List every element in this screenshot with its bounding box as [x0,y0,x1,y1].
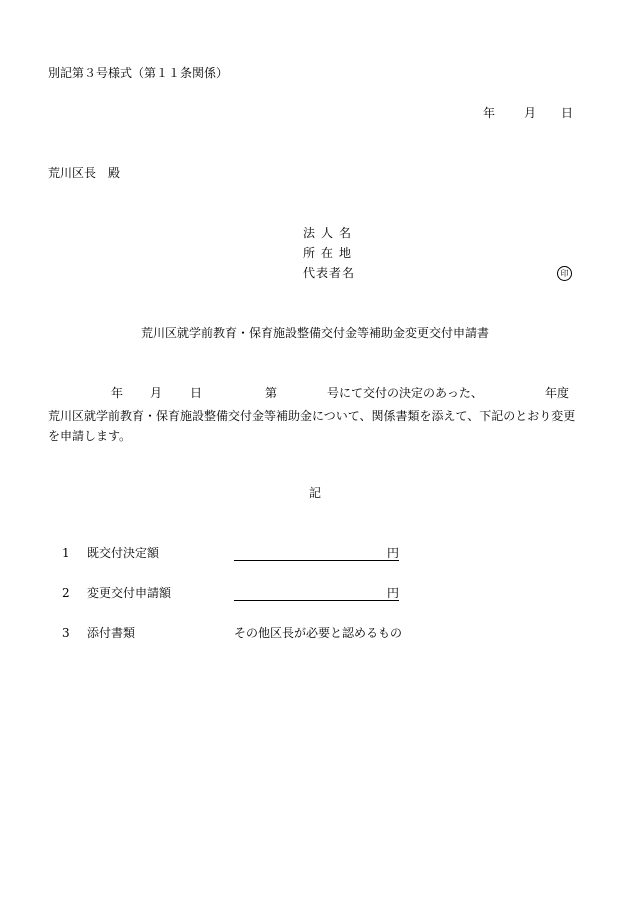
item-number: 1 [62,546,70,560]
body-month-label: 月 [150,386,163,400]
item-number: 3 [62,626,70,640]
form-number: 別記第３号様式（第１１条関係） [48,66,229,80]
ki-heading: 記 [308,486,321,500]
date-year-label: 年 [483,106,496,120]
address-label: 所在地 [303,246,358,260]
corporation-name-label: 法人名 [303,226,358,240]
body-day-label: 日 [190,386,203,400]
body-year-label: 年 [111,386,124,400]
body-paragraph: 荒川区就学前教育・保育施設整備交付金等補助金について、関係書類を添えて、下記のとおり変更を申請します。 [48,409,576,443]
date-day-label: 日 [561,106,574,120]
change-amount-field: 円 [234,586,399,601]
item-label-existing-amount: 既交付決定額 [87,546,160,560]
addressee: 荒川区長 殿 [48,166,121,180]
item-label-change-amount: 変更交付申請額 [87,586,172,600]
body-fiscal-year-label: 年度 [545,386,570,400]
document-title: 荒川区就学前教育・保育施設整備交付金等補助金変更交付申請書 [140,326,489,340]
body-number-suffix: 号にて交付の決定のあった、 [327,386,483,400]
representative-label: 代表者名 [303,266,356,280]
date-month-label: 月 [524,106,537,120]
attachments-value: その他区長が必要と認めるもの [234,626,403,640]
seal-mark: 印 [557,266,572,281]
item-number: 2 [62,586,70,600]
body-number-prefix: 第 [265,386,278,400]
item-label-attachments: 添付書類 [87,626,136,640]
existing-amount-field: 円 [234,546,399,561]
